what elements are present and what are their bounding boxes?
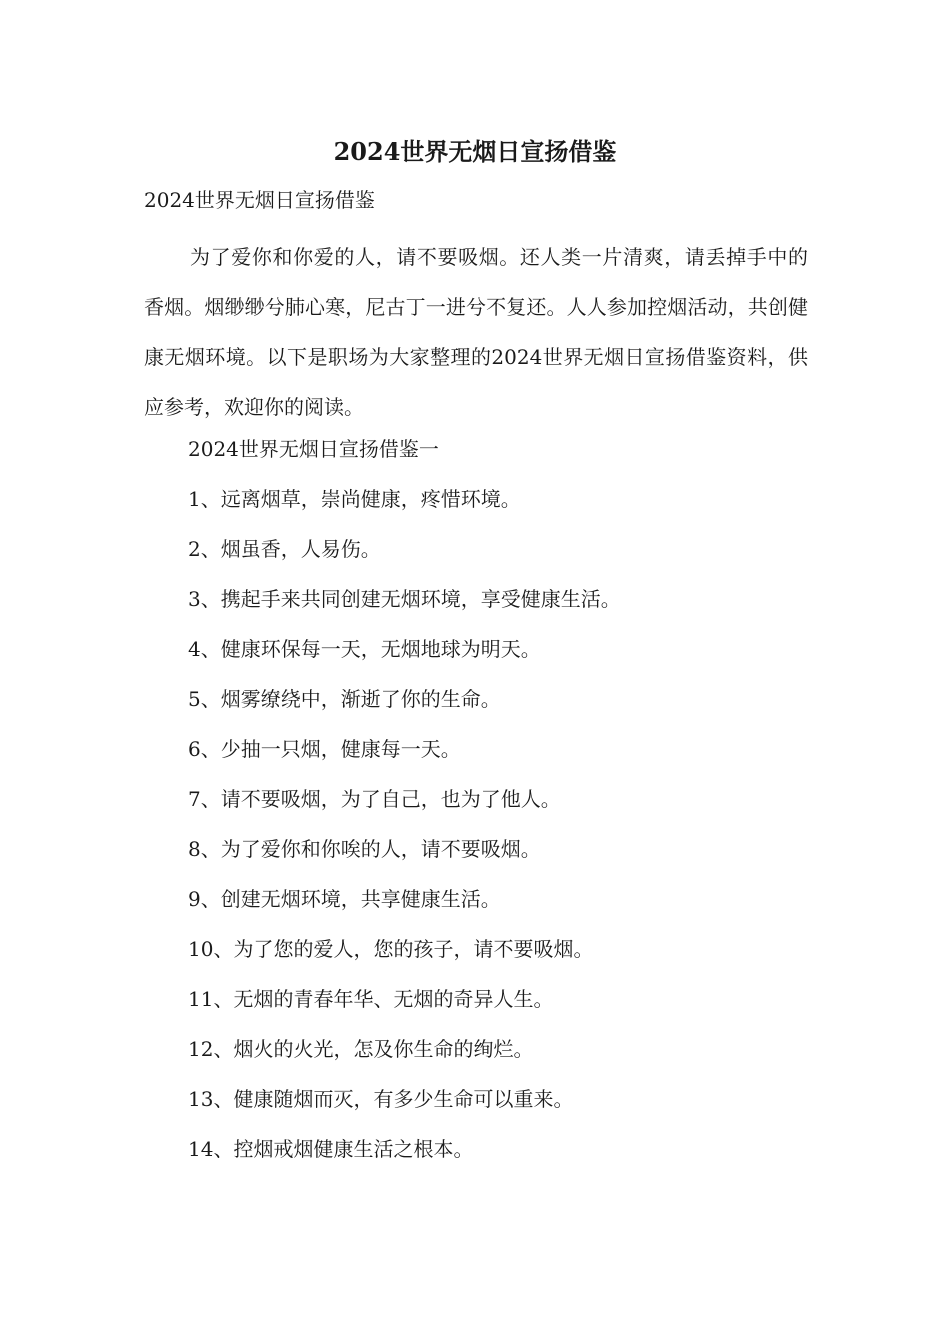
- section-heading: 2024世界无烟日宣扬借鉴一: [188, 437, 439, 461]
- document-title: 2024世界无烟日宣扬借鉴: [333, 137, 617, 166]
- document-subtitle: 2024世界无烟日宣扬借鉴: [144, 188, 375, 212]
- list-item: 8、为了爱你和你唉的人，请不要吸烟。: [188, 837, 541, 861]
- list-item: 3、携起手来共同创建无烟环境，享受健康生活。: [188, 587, 621, 611]
- list-item: 10、为了您的爱人，您的孩子，请不要吸烟。: [188, 937, 594, 961]
- list-item: 5、烟雾缭绕中，渐逝了你的生命。: [188, 687, 501, 711]
- list-item: 12、烟火的火光，怎及你生命的绚烂。: [188, 1037, 534, 1061]
- list-item: 2、烟虽香，人易伤。: [188, 537, 381, 561]
- list-item: 6、少抽一只烟，健康每一天。: [188, 737, 461, 761]
- slogan-list: [188, 483, 621, 1183]
- list-item: 13、健康随烟而灭，有多少生命可以重来。: [188, 1087, 574, 1111]
- list-item: 1、远离烟草，崇尚健康，疼惜环境。: [188, 487, 521, 511]
- list-item: 7、请不要吸烟，为了自己，也为了他人。: [188, 787, 561, 811]
- intro-paragraph: 为了爱你和你爱的人，请不要吸烟。还人类一片清爽，请丢掉手中的香烟。烟缈缈兮肺心寒，尼古丁一进兮不复还。人人参加控烟活动，共创健康无烟环境。以下是职场为大家整理的2024世界无烟日宣扬借鉴资料，供应参考，欢迎你的阅读。: [144, 245, 808, 419]
- list-item: 14、控烟戒烟健康生活之根本。: [188, 1137, 474, 1161]
- list-item: 4、健康环保每一天，无烟地球为明天。: [188, 637, 541, 661]
- list-item: 9、创建无烟环境，共享健康生活。: [188, 887, 501, 911]
- list-item: 11、无烟的青春年华、无烟的奇异人生。: [188, 987, 554, 1011]
